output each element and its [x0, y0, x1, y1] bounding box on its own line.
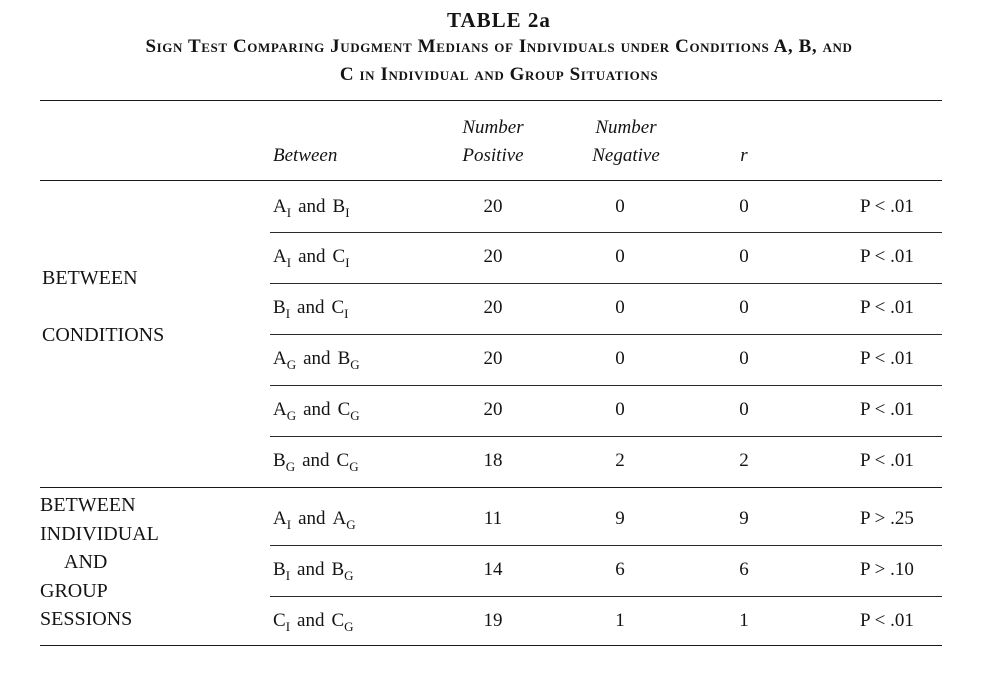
- table-cell-p: P < .01: [860, 246, 914, 267]
- table-cell-negative: 0: [615, 246, 625, 267]
- table-row-pair: $A_I$ and $A_G$: [273, 508, 356, 532]
- table-cell-r: 0: [739, 246, 749, 267]
- row-rule: [270, 283, 942, 284]
- table-cell-negative: 1: [615, 610, 625, 631]
- table-cell-r: 2: [739, 450, 749, 471]
- row-rule: [270, 545, 942, 546]
- table-row-pair: $A_I$ and $C_I$: [273, 246, 350, 270]
- row-rule: [270, 232, 942, 233]
- table-cell-positive: 20: [483, 348, 503, 369]
- header-negative-line-2: Negative: [592, 145, 660, 166]
- table-cell-r: 0: [739, 399, 749, 420]
- header-r: r: [740, 145, 748, 166]
- table-cell-positive: 18: [483, 450, 503, 471]
- header-positive-line-1: Number: [462, 117, 524, 138]
- table-row-pair: $B_G$ and $C_G$: [273, 450, 359, 474]
- table-cell-p: P > .25: [860, 508, 914, 529]
- table-cell-r: 6: [739, 559, 749, 580]
- group-label-sessions-line-4: GROUP: [40, 580, 108, 602]
- table-cell-p: P < .01: [860, 450, 914, 471]
- table-cell-r: 0: [739, 297, 749, 318]
- table-cell-r: 1: [739, 610, 749, 631]
- table-cell-positive: 20: [483, 399, 503, 420]
- table-cell-positive: 14: [483, 559, 503, 580]
- group-label-sessions-line-5: SESSIONS: [40, 608, 133, 630]
- table-row-pair: $A_I$ and $B_I$: [273, 196, 350, 220]
- row-rule: [270, 334, 942, 335]
- row-rule: [270, 596, 942, 597]
- table-cell-p: P > .10: [860, 559, 914, 580]
- table-cell-negative: 0: [615, 399, 625, 420]
- table-cell-positive: 11: [483, 508, 503, 529]
- group-label-sessions-line-3: AND: [64, 551, 108, 573]
- table-cell-negative: 6: [615, 559, 625, 580]
- header-between: Between: [273, 145, 338, 166]
- table-cell-negative: 9: [615, 508, 625, 529]
- group-separator-rule: [40, 487, 942, 488]
- table-cell-p: P < .01: [860, 196, 914, 217]
- table-row-pair: $A_G$ and $B_G$: [273, 348, 360, 372]
- table-cell-negative: 0: [615, 297, 625, 318]
- header-rule: [40, 180, 942, 181]
- group-label-conditions-line-2: CONDITIONS: [42, 324, 165, 346]
- table-cell-p: P < .01: [860, 297, 914, 318]
- table-cell-p: P < .01: [860, 399, 914, 420]
- group-label-sessions-line-1: BETWEEN: [40, 494, 136, 516]
- table-cell-r: 0: [739, 348, 749, 369]
- row-rule: [270, 385, 942, 386]
- header-positive-line-2: Positive: [462, 145, 524, 166]
- table-caption-line-1: Sign Test Comparing Judgment Medians of Individuals under Conditions A, B, and: [145, 36, 853, 57]
- table-row-pair: $A_G$ and $C_G$: [273, 399, 360, 423]
- table-cell-p: P < .01: [860, 348, 914, 369]
- table-cell-positive: 19: [483, 610, 503, 631]
- table-caption-line-2: C in Individual and Group Situations: [339, 64, 659, 85]
- table-row-pair: $C_I$ and $C_G$: [273, 610, 354, 634]
- table-title: TABLE 2a: [447, 8, 551, 32]
- row-rule: [270, 436, 942, 437]
- table-cell-negative: 0: [615, 348, 625, 369]
- table-cell-negative: 0: [615, 196, 625, 217]
- bottom-rule: [40, 645, 942, 646]
- header-negative-line-1: Number: [595, 117, 657, 138]
- table-cell-p: P < .01: [860, 610, 914, 631]
- table-cell-r: 0: [739, 196, 749, 217]
- table-cell-positive: 20: [483, 246, 503, 267]
- table-row-pair: $B_I$ and $B_G$: [273, 559, 354, 583]
- table-row-pair: $B_I$ and $C_I$: [273, 297, 349, 321]
- group-label-sessions-line-2: INDIVIDUAL: [40, 523, 159, 545]
- table-cell-negative: 2: [615, 450, 625, 471]
- group-label-conditions-line-1: BETWEEN: [42, 267, 138, 289]
- table-cell-positive: 20: [483, 196, 503, 217]
- table-cell-r: 9: [739, 508, 749, 529]
- top-rule: [40, 100, 942, 101]
- table-cell-positive: 20: [483, 297, 503, 318]
